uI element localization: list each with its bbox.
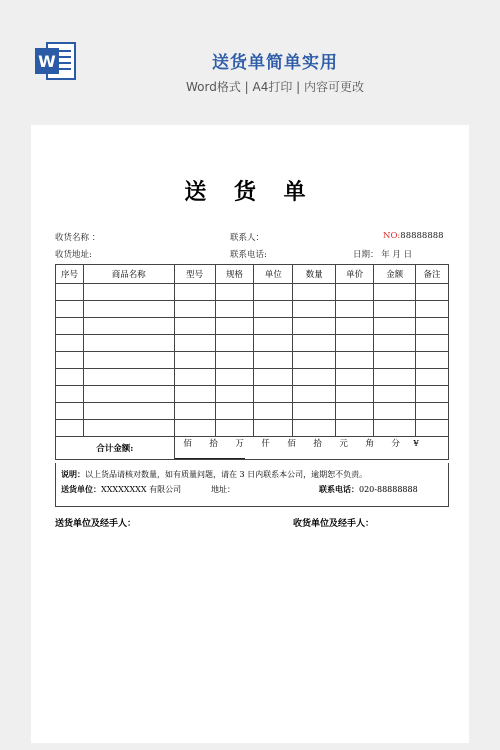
table-cell[interactable]	[416, 386, 449, 403]
table-row	[56, 386, 449, 403]
column-header: 单价	[336, 265, 374, 284]
table-cell[interactable]	[174, 284, 215, 301]
page-subtitle: Word格式 | A4打印 | 内容可更改	[185, 80, 365, 94]
order-number	[383, 231, 444, 241]
table-cell[interactable]	[254, 403, 293, 420]
table-cell[interactable]	[56, 403, 84, 420]
amount-blank[interactable]	[175, 449, 245, 459]
table-cell[interactable]	[374, 335, 416, 352]
table-cell[interactable]	[83, 352, 174, 369]
table-cell[interactable]	[174, 386, 215, 403]
table-cell[interactable]	[215, 301, 254, 318]
table-cell[interactable]	[254, 420, 293, 437]
table-cell[interactable]	[83, 369, 174, 386]
table-cell[interactable]	[374, 403, 416, 420]
sender-signature-label: 送货单位及经手人：	[55, 519, 137, 529]
table-cell[interactable]	[174, 318, 215, 335]
table-cell[interactable]	[374, 369, 416, 386]
table-cell[interactable]	[174, 352, 215, 369]
goods-table	[55, 264, 449, 460]
column-header: 规格	[215, 265, 254, 284]
table-cell[interactable]	[254, 284, 293, 301]
word-icon-letter: W	[38, 52, 56, 71]
table-cell[interactable]	[293, 318, 336, 335]
date-label: 日期： 年 月 日	[353, 250, 413, 260]
sender-label: 送货单位：	[61, 484, 101, 494]
page-title: 送货单简单实用	[212, 53, 338, 73]
table-cell[interactable]	[416, 352, 449, 369]
table-cell[interactable]	[336, 403, 374, 420]
receiver-signature-label: 收货单位及经手人：	[293, 519, 375, 529]
contact-phone-label: 联系电话：	[319, 484, 359, 494]
table-cell[interactable]	[254, 352, 293, 369]
table-cell[interactable]	[215, 386, 254, 403]
table-cell[interactable]	[336, 352, 374, 369]
table-cell[interactable]	[374, 318, 416, 335]
receiver-address-label: 收货地址:	[55, 250, 92, 260]
table-row	[56, 420, 449, 437]
column-header: 序号	[56, 265, 84, 284]
total-row	[56, 437, 449, 460]
table-cell[interactable]	[56, 318, 84, 335]
table-row	[56, 284, 449, 301]
table-cell[interactable]	[336, 386, 374, 403]
amount-units	[175, 439, 412, 449]
unit-label: 拾	[209, 439, 218, 449]
sender-line	[61, 484, 443, 495]
unit-label: 万	[235, 439, 244, 449]
unit-label: 仟	[261, 439, 270, 449]
table-cell[interactable]	[293, 386, 336, 403]
column-header: 型号	[174, 265, 215, 284]
table-cell[interactable]	[56, 352, 84, 369]
order-number-label: NO:	[383, 231, 401, 241]
table-row	[56, 318, 449, 335]
table-cell[interactable]	[416, 369, 449, 386]
phone-label: 联系电话:	[230, 250, 267, 260]
table-cell[interactable]	[56, 284, 84, 301]
total-amount-cell[interactable]	[174, 437, 448, 460]
receiver-name-label: 收货名称 ：	[55, 233, 101, 243]
table-cell[interactable]	[56, 420, 84, 437]
table-cell[interactable]	[293, 301, 336, 318]
table-cell[interactable]	[293, 420, 336, 437]
contact-label: 联系人：	[230, 233, 265, 243]
unit-label: 角	[365, 439, 374, 449]
table-cell[interactable]	[174, 301, 215, 318]
table-cell[interactable]	[254, 369, 293, 386]
table-row	[56, 369, 449, 386]
table-cell[interactable]	[293, 352, 336, 369]
column-header: 数量	[293, 265, 336, 284]
table-cell[interactable]	[336, 420, 374, 437]
table-cell[interactable]	[215, 352, 254, 369]
table-cell[interactable]	[215, 369, 254, 386]
table-cell[interactable]	[83, 284, 174, 301]
table-cell[interactable]	[374, 352, 416, 369]
table-cell[interactable]	[83, 318, 174, 335]
table-row	[56, 352, 449, 369]
notes-box	[55, 463, 449, 507]
table-cell[interactable]	[374, 420, 416, 437]
table-cell[interactable]	[174, 335, 215, 352]
table-header-row	[56, 265, 449, 284]
sender-value: XXXXXXXX 有限公司	[101, 485, 182, 494]
unit-label: 分	[391, 439, 400, 449]
contact-phone-value: 020-88888888	[359, 485, 418, 494]
table-row	[56, 301, 449, 318]
table-cell[interactable]	[416, 318, 449, 335]
table-cell[interactable]	[336, 335, 374, 352]
column-header: 金额	[374, 265, 416, 284]
unit-label: 佰	[183, 439, 192, 449]
table-cell[interactable]	[293, 284, 336, 301]
table-cell[interactable]	[83, 386, 174, 403]
table-cell[interactable]	[215, 403, 254, 420]
total-label: 合计金额:	[56, 437, 175, 460]
table-cell[interactable]	[336, 284, 374, 301]
table-cell[interactable]	[293, 403, 336, 420]
table-cell[interactable]	[416, 420, 449, 437]
table-cell[interactable]	[56, 301, 84, 318]
column-header: 商品名称	[83, 265, 174, 284]
table-cell[interactable]	[293, 335, 336, 352]
table-cell[interactable]	[83, 420, 174, 437]
table-cell[interactable]	[56, 369, 84, 386]
note-line	[61, 469, 443, 480]
table-cell[interactable]	[215, 318, 254, 335]
table-cell[interactable]	[174, 403, 215, 420]
table-cell[interactable]	[374, 284, 416, 301]
table-cell[interactable]	[215, 335, 254, 352]
table-row	[56, 335, 449, 352]
table-cell[interactable]	[83, 301, 174, 318]
table-cell[interactable]	[416, 301, 449, 318]
column-header: 单位	[254, 265, 293, 284]
table-cell[interactable]	[215, 284, 254, 301]
document-page	[31, 125, 469, 743]
table-cell[interactable]	[416, 335, 449, 352]
column-header: 备注	[416, 265, 449, 284]
table-cell[interactable]	[336, 301, 374, 318]
table-body	[56, 284, 449, 437]
table-cell[interactable]	[215, 420, 254, 437]
table-cell[interactable]	[174, 369, 215, 386]
table-cell[interactable]	[374, 386, 416, 403]
table-row	[56, 403, 449, 420]
note-text: 以上货品请核对数量，如有质量问题，请在 3 日内联系本公司，逾期恕不负责。	[85, 470, 368, 479]
table-cell[interactable]	[293, 369, 336, 386]
table-cell[interactable]	[336, 369, 374, 386]
table-cell[interactable]	[254, 318, 293, 335]
table-cell[interactable]	[416, 284, 449, 301]
table-cell[interactable]	[374, 301, 416, 318]
word-icon	[33, 40, 77, 82]
table-cell[interactable]	[83, 335, 174, 352]
table-cell[interactable]	[56, 386, 84, 403]
table-cell[interactable]	[254, 335, 293, 352]
page-header	[0, 0, 500, 120]
document-title: 送 货 单	[184, 179, 316, 205]
table-cell[interactable]	[254, 386, 293, 403]
table-cell[interactable]	[336, 318, 374, 335]
table-cell[interactable]	[416, 403, 449, 420]
unit-label: 佰	[287, 439, 296, 449]
order-number-value: 88888888	[400, 231, 444, 241]
yen-sign: ¥	[413, 439, 419, 449]
note-label: 说明：	[61, 469, 85, 479]
address-label: 地址：	[211, 485, 235, 494]
unit-label: 元	[339, 439, 348, 449]
table-cell[interactable]	[254, 301, 293, 318]
table-cell[interactable]	[56, 335, 84, 352]
table-cell[interactable]	[174, 420, 215, 437]
unit-label: 拾	[313, 439, 322, 449]
table-cell[interactable]	[83, 403, 174, 420]
